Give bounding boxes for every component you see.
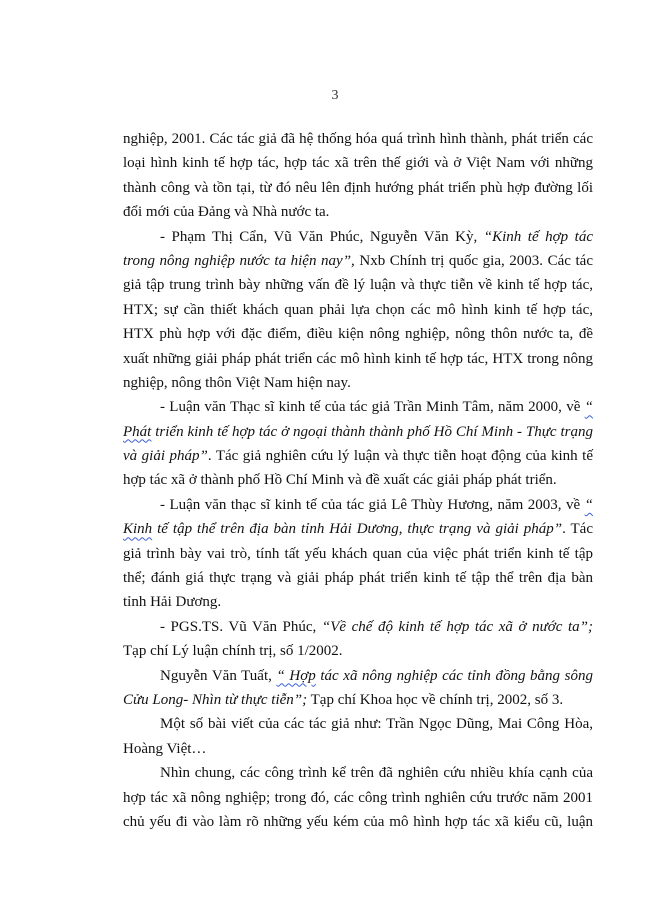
text-line: [123, 127, 593, 151]
text-line: [123, 810, 593, 834]
text-run: thành công và tồn tại, từ đó nêu lên định hướng phát triển phù hợp đường lối: [123, 179, 593, 196]
text-run: giả tập trung trình bày những vấn đề lý luận và thực tiễn về kinh tế hợp tác,: [123, 277, 593, 294]
italic-title-text: “Về chế độ kinh tế hợp tác xã ở nước ta”;: [321, 618, 593, 635]
document-body: [123, 127, 593, 834]
text-run: nghiệp, nông thôn Việt Nam hiện nay.: [123, 374, 351, 391]
text-line: [123, 615, 593, 639]
text-run: hợp tác xã ở thành phố Hồ Chí Minh và đề xuất các giải pháp phát triển.: [123, 472, 557, 489]
text-run: HTX; sự cần thiết khách quan phải lựa chọn các mô hình kinh tế hợp tác,: [123, 301, 593, 318]
text-line: [123, 542, 593, 566]
text-run: tỉnh Hải Dương.: [123, 594, 222, 611]
text-line: [123, 566, 593, 590]
text-line: [123, 664, 593, 688]
italic-title-text: tác xã nông nghiệp các tỉnh đồng bằng sông: [315, 667, 594, 684]
text-run: . Tác: [562, 521, 593, 538]
text-run: - Phạm Thị Cẩn, Vũ Văn Phúc, Nguyễn Văn Kỳ,: [160, 228, 484, 245]
text-run: Tạp chí Lý luận chính trị, số 1/2002.: [123, 643, 343, 660]
italic-title-text: và giải pháp”: [123, 448, 208, 465]
italic-title-text: tế tập thể trên địa bàn tỉnh Hải Dương, thực trạng và giải pháp”: [152, 521, 563, 538]
text-line: [123, 786, 593, 810]
text-run: xuất những giải pháp phát triển các mô hình kinh tế hợp tác, HTX trong nông: [123, 350, 593, 367]
text-run: Tạp chí Khoa học về chính trị, 2002, số 3.: [307, 691, 564, 708]
text-line: [123, 712, 593, 736]
text-run: nghiệp, 2001. Các tác giả đã hệ thống hóa quá trình hình thành, phát triển các: [123, 131, 593, 147]
text-line: [123, 590, 593, 614]
text-line: [123, 151, 593, 175]
italic-title-text: triển kinh tế hợp tác ở ngoại thành thành phố Hồ Chí Minh - Thực trạng: [151, 423, 593, 440]
text-run: . Tác giả nghiên cứu lý luận và thực tiễn hoạt động của kinh tế: [207, 448, 593, 465]
text-line: [123, 420, 593, 444]
text-line: [123, 517, 593, 541]
text-line: [123, 176, 593, 200]
text-line: [123, 639, 593, 663]
text-line: [123, 298, 593, 322]
text-run: Một số bài viết của các tác giả như: Trần Ngọc Dũng, Mai Công Hòa,: [160, 716, 593, 733]
text-line: [123, 322, 593, 346]
italic-title-text: “ Hợp: [276, 667, 316, 684]
text-run: HTX phù hợp với đặc điểm, điều kiện nông nghiệp, nông thôn nước ta, đề: [123, 326, 593, 343]
text-line: [123, 225, 593, 249]
italic-title-text: Phát: [123, 423, 152, 440]
text-run: Hoàng Việt…: [123, 740, 207, 757]
italic-title-text: “Kinh tế hợp tác: [483, 228, 593, 245]
text-run: - Luận văn Thạc sĩ kinh tế của tác giả Trần Minh Tâm, năm 2000, về: [160, 399, 585, 416]
text-run: - PGS.TS. Vũ Văn Phúc,: [160, 618, 322, 635]
text-run: - Luận văn thạc sĩ kinh tế của tác giả Lê Thùy Hương, năm 2003, về: [160, 496, 585, 513]
text-line: [123, 347, 593, 371]
text-run: thể; đánh giá thực trạng và giải pháp phát triển kinh tế tập thể trên địa bàn: [123, 570, 593, 587]
text-run: loại hình kinh tế hợp tác, hợp tác xã trên thế giới và ở Việt Nam với những: [123, 155, 593, 172]
italic-title-text: “: [584, 496, 593, 513]
text-line: [123, 493, 593, 517]
text-run: Nxb Chính trị quốc gia, 2003. Các tác: [354, 252, 593, 269]
text-run: hợp tác xã nông nghiệp; trong đó, các công trình nghiên cứu trước năm 2001: [123, 789, 593, 806]
italic-title-text: trong nông nghiệp nước ta hiện nay”,: [123, 252, 355, 269]
text-run: chủ yếu đi vào làm rõ những yếu kém của mô hình hợp tác xã kiểu cũ, luận: [123, 813, 593, 830]
italic-title-text: Cửu Long- Nhìn từ thực tiễn”;: [123, 691, 308, 708]
page-number: 3: [331, 88, 339, 103]
italic-title-text: “: [584, 399, 593, 416]
text-line: [123, 273, 593, 297]
text-line: [123, 371, 593, 395]
text-line: [123, 444, 593, 468]
text-run: Nhìn chung, các công trình kể trên đã nghiên cứu nhiều khía cạnh của: [160, 765, 593, 782]
text-line: [123, 761, 593, 785]
text-line: [123, 737, 593, 761]
text-line: [123, 200, 593, 224]
text-run: đổi mới của Đảng và Nhà nước ta.: [123, 204, 330, 221]
text-line: [123, 468, 593, 492]
italic-title-text: Kinh: [123, 521, 153, 538]
text-run: Nguyễn Văn Tuất,: [160, 667, 277, 684]
text-line: [123, 395, 593, 419]
text-run: giả trình bày vai trò, tính tất yếu khách quan của việc phát triển kinh tế tập: [123, 545, 593, 562]
text-line: [123, 249, 593, 273]
text-line: [123, 688, 593, 712]
